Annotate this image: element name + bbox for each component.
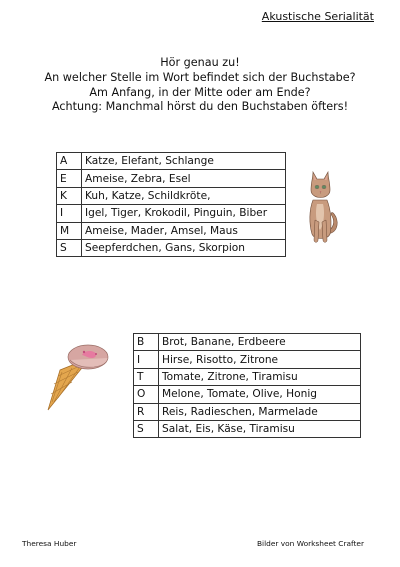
- words-cell: Reis, Radieschen, Marmelade: [159, 403, 361, 420]
- words-cell: Seepferdchen, Gans, Skorpion: [82, 239, 286, 256]
- cat-illustration: [303, 168, 339, 248]
- letter-cell: B: [134, 334, 159, 351]
- letter-cell: S: [134, 420, 159, 437]
- words-cell: Tomate, Zitrone, Tiramisu: [159, 368, 361, 385]
- author-credit: Theresa Huber: [22, 539, 77, 548]
- image-credit: Bilder von Worksheet Crafter: [256, 539, 364, 548]
- instruction-line-4: Achtung: Manchmal hörst du den Buchstaben öfters!: [51, 100, 349, 114]
- letter-cell: E: [57, 170, 82, 187]
- letter-cell: M: [57, 222, 82, 239]
- words-cell: Melone, Tomate, Olive, Honig: [159, 386, 361, 403]
- animals-letter-table: [56, 152, 286, 257]
- table-row: [57, 222, 286, 239]
- table-row: [57, 239, 286, 256]
- instruction-line-2: An welcher Stelle im Wort befindet sich der Buchstabe?: [44, 70, 356, 84]
- table-row: [57, 170, 286, 187]
- table-row: [57, 187, 286, 204]
- table-row: [134, 334, 361, 351]
- table-row: [57, 205, 286, 222]
- table-row: [134, 403, 361, 420]
- letter-cell: S: [57, 239, 82, 256]
- instruction-line-1: Hör genau zu!: [160, 56, 240, 69]
- worksheet-title: Akustische Serialität: [261, 10, 374, 23]
- words-cell: Brot, Banane, Erdbeere: [159, 334, 361, 351]
- letter-cell: I: [57, 205, 82, 222]
- words-cell: Hirse, Risotto, Zitrone: [159, 351, 361, 368]
- words-cell: Salat, Eis, Käse, Tiramisu: [159, 420, 361, 437]
- foods-letter-table: [133, 333, 361, 438]
- ice-cream-cone-illustration: [44, 342, 112, 412]
- words-cell: Katze, Elefant, Schlange: [82, 153, 286, 170]
- words-cell: Ameise, Mader, Amsel, Maus: [82, 222, 286, 239]
- table-row: [134, 420, 361, 437]
- instructions: [0, 56, 400, 115]
- words-cell: Igel, Tiger, Krokodil, Pinguin, Biber: [82, 205, 286, 222]
- words-cell: Kuh, Katze, Schildkröte,: [82, 187, 286, 204]
- letter-cell: K: [57, 187, 82, 204]
- table-row: [134, 351, 361, 368]
- words-cell: Ameise, Zebra, Esel: [82, 170, 286, 187]
- letter-cell: O: [134, 386, 159, 403]
- instruction-line-3: Am Anfang, in der Mitte oder am Ende?: [89, 85, 311, 99]
- letter-cell: R: [134, 403, 159, 420]
- table-row: [134, 386, 361, 403]
- letter-cell: I: [134, 351, 159, 368]
- letter-cell: A: [57, 153, 82, 170]
- table-row: [134, 368, 361, 385]
- table-row: [57, 153, 286, 170]
- letter-cell: T: [134, 368, 159, 385]
